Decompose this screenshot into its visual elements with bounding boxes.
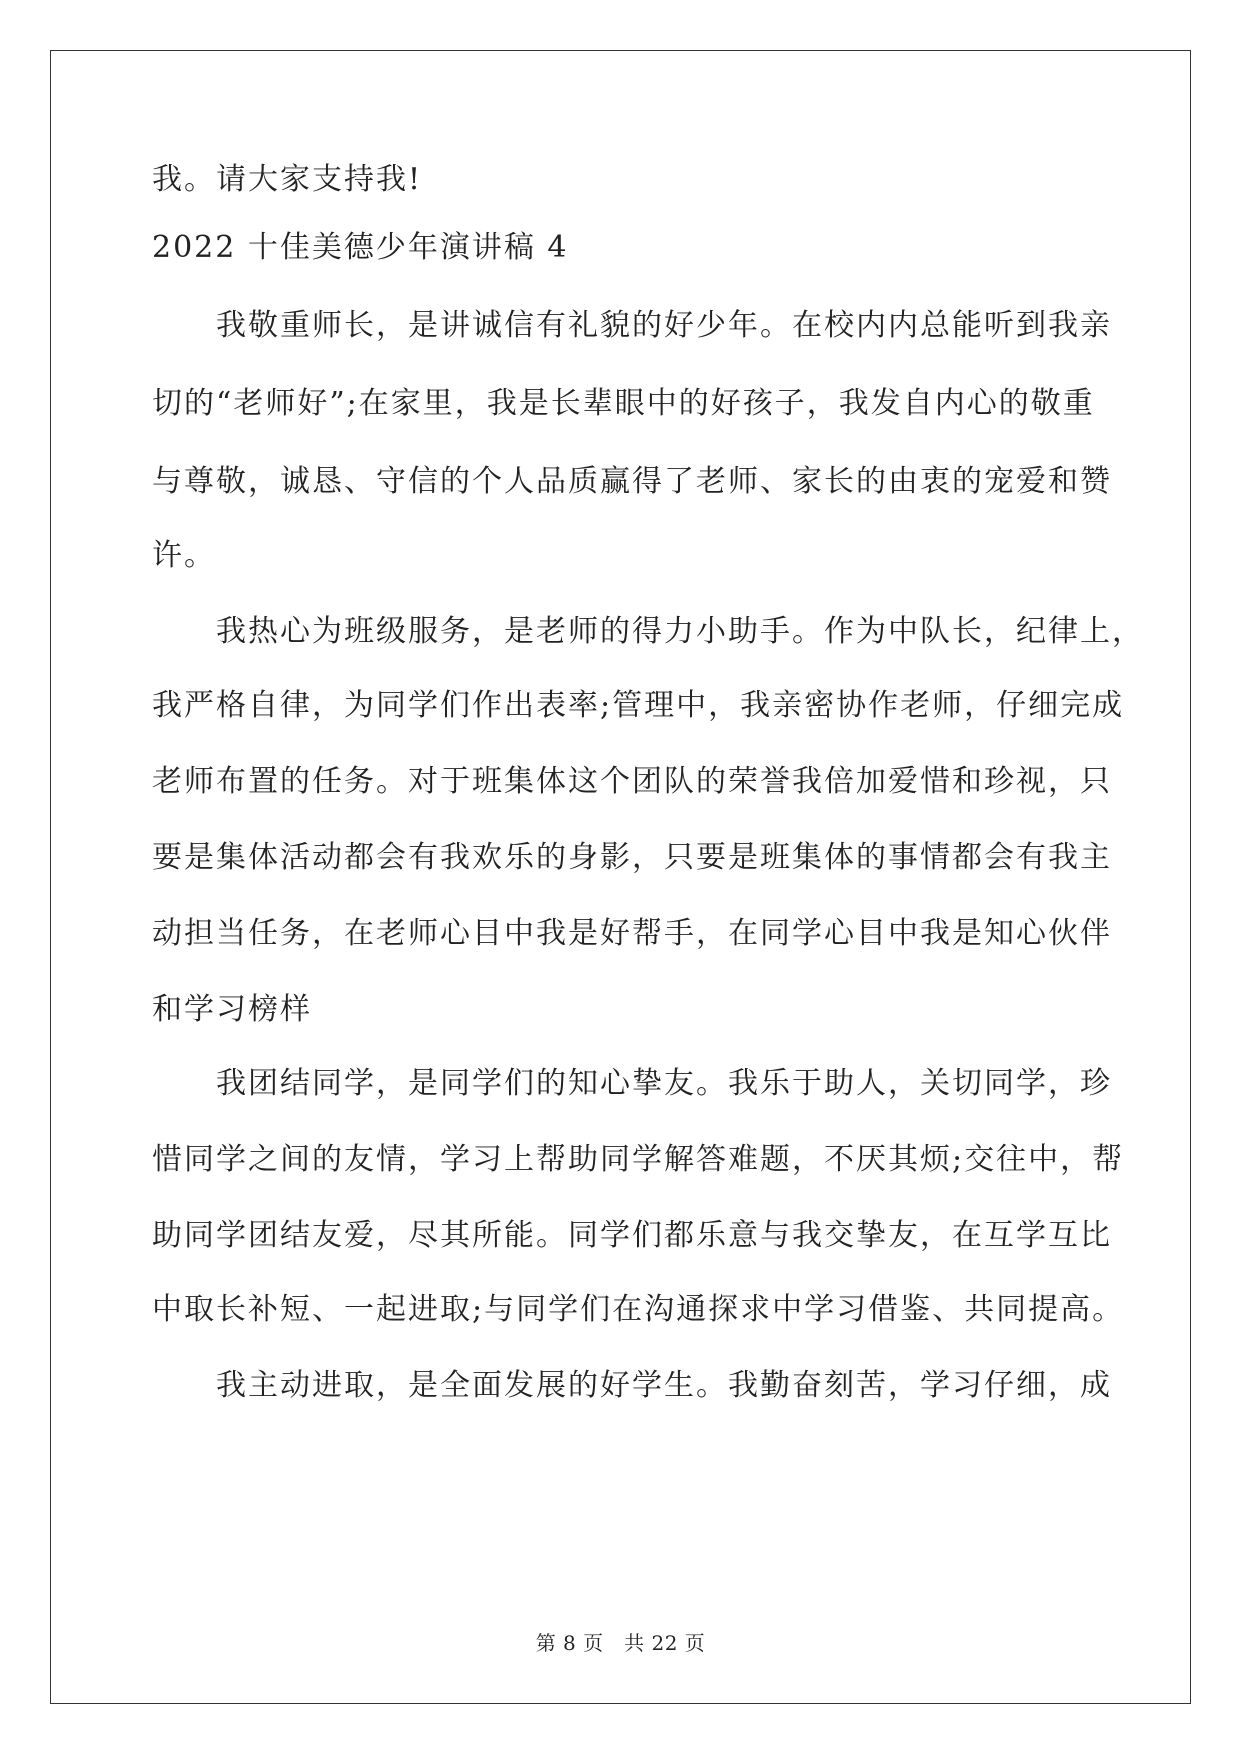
text-line: 动担当任务，在老师心目中我是好帮手，在同学心目中我是知心伙伴 — [152, 916, 1112, 951]
text-line: 我严格自律，为同学们作出表率;管理中，我亲密协作老师，仔细完成 — [152, 688, 1125, 723]
page-number-footer: 第 8 页 共 22 页 — [535, 1631, 706, 1655]
text-line: 中取长补短、一起进取;与同学们在沟通探求中学习借鉴、共同提高。 — [152, 1292, 1125, 1327]
text-line: 我敬重师长，是讲诚信有礼貌的好少年。在校内内总能听到我亲 — [152, 308, 1112, 343]
text-line: 要是集体活动都会有我欢乐的身影，只要是班集体的事情都会有我主 — [152, 840, 1112, 875]
text-line: 惜同学之间的友情，学习上帮助同学解答难题，不厌其烦;交往中，帮 — [152, 1142, 1125, 1177]
text-line: 切的“老师好”;在家里，我是长辈眼中的好孩子，我发自内心的敬重 — [152, 386, 1095, 421]
text-line: 我主动进取，是全面发展的好学生。我勤奋刻苦，学习仔细，成 — [152, 1368, 1112, 1403]
text-line: 我。请大家支持我! — [152, 162, 423, 197]
text-line: 助同学团结友爱，尽其所能。同学们都乐意与我交挚友，在互学互比 — [152, 1218, 1112, 1253]
text-line: 许。 — [152, 538, 216, 573]
text-line: 和学习榜样 — [152, 992, 312, 1027]
text-line: 我热心为班级服务，是老师的得力小助手。作为中队长，纪律上， — [152, 614, 1144, 649]
section-title: 2022 十佳美德少年演讲稿 4 — [152, 230, 569, 265]
text-line: 老师布置的任务。对于班集体这个团队的荣誉我倍加爱惜和珍视，只 — [152, 764, 1112, 799]
text-line: 我团结同学，是同学们的知心挚友。我乐于助人，关切同学，珍 — [152, 1066, 1112, 1101]
text-line: 与尊敬，诚恳、守信的个人品质赢得了老师、家长的由衷的宠爱和赞 — [152, 464, 1112, 499]
